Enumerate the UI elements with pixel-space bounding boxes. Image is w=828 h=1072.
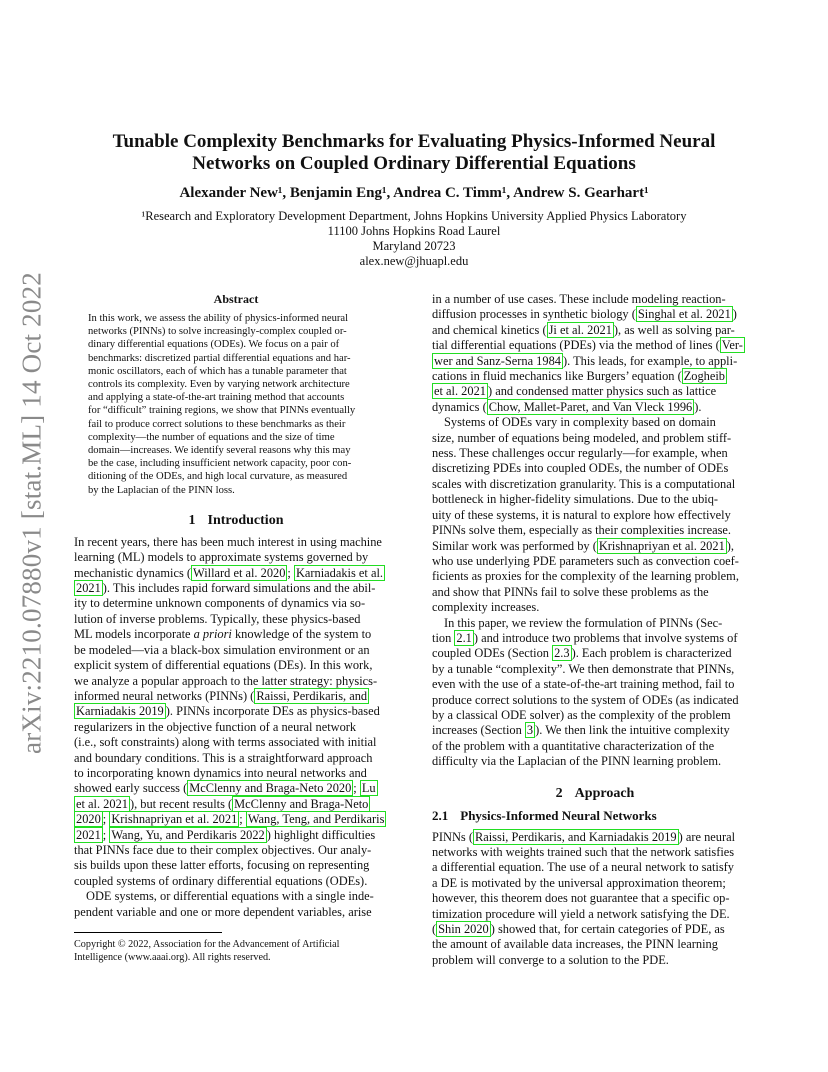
text-line: 2020 ; Krishnapriyan et al. 2021 ; Wang, Teng, and Perdikaris [76,812,385,827]
text-line: networks with weights trained such that the network satisfies [432,845,735,859]
citation-link[interactable]: Krishnapriyan et al. 2021 [598,538,725,553]
text-line: monic oscillators, each of which has a tunable parameter that [88,365,347,377]
citation-link[interactable]: Zogheib [683,369,725,384]
text-line: by a classical ODE solver) as the complexity of the problem [432,707,731,722]
text-line: coupled ODEs (Section 2.3 ). Each problem is characterized [432,646,732,661]
citation-link[interactable]: Ji et al. 2021 [548,322,612,337]
text-line: uity of these systems, it is natural to explore how effectively [432,507,731,522]
text-line: learning (ML) models to approximate systems governed by [74,550,369,565]
citation-link[interactable]: McClenny and Braga-Neto [234,796,369,811]
citation-link[interactable]: Raissi, Perdikaris, and Karniadakis 2019 [474,829,677,844]
text-line: cations in fluid mechanics like Burgers’ equation ( Zogheib [432,369,725,384]
intro-paragraph-1 [74,535,398,889]
text-line: (i.e., soft constraints) along with terms associated with initial [74,735,377,750]
section-heading-introduction: 1 Introduction [188,512,284,528]
text-line: and show that PINNs fail to solve these problems as the [432,584,709,599]
author-email: alex.new@jhuapl.edu [359,254,469,268]
text-line: for “difficult” training regions, we show that PINNs eventually [88,405,356,417]
text-line: ( Shin 2020 ) showed that, for certain categories of PDE, as [432,922,725,937]
subsection-heading-pinns: 2.1 Physics-Informed Neural Networks [432,807,657,823]
text-line: domain—increases. We identify several reasons why this may [88,445,351,457]
intro-paragraph-2 [74,889,398,920]
text-line: be the case, including insufficient network capacity, poor con- [88,458,352,470]
text-line: ness. These challenges occur regularly—for example, when [432,446,728,461]
text-line: difficulty via the Laplacian of the PINN learning problem. [432,754,722,769]
text-line: sis builds upon these latter efforts, focusing on representing [74,858,370,873]
text-line: tion 2.1 ) and introduce two problems that involve systems of [432,630,738,645]
text-line: Copyright © 2022, Association for the Advancement of Artificial [74,939,340,950]
citation-link[interactable]: Krishnapriyan et al. 2021 [111,812,238,827]
citation-link[interactable]: McClenny and Braga-Neto 2020 [189,781,352,796]
text-line: In this paper, we review the formulation of PINNs (Sec- [444,615,723,630]
text-line: PINNs solve them, especially as their complexities increase. [432,523,732,538]
text-line: showed early success ( McClenny and Braga-Neto 2020 ; Lu [74,781,376,796]
text-line: however, this theorem does not guarantee that a specific op- [432,891,730,906]
text-line: tial differential equations (PDEs) via the method of lines ( Ver- [432,338,743,353]
text-line: complexity increases. [432,600,540,615]
text-line: and applying a state-of-the-art training method that accounts [88,392,345,404]
text-line: coupled systems of ordinary differential equations (ODEs). [74,873,368,888]
text-line: who use underlying PDE parameters such as convection coef- [432,553,739,568]
citation-link[interactable]: et al. 2021 [76,796,128,811]
text-line: PINNs ( Raissi, Perdikaris, and Karniadakis 2019 ) are neural [432,829,736,844]
intro-paragraph-3 [432,292,758,415]
text-line: to incorporating known dynamics into neural networks and [74,765,367,780]
text-line: even with the use of a state-of-the-art training method, fail to [432,677,735,692]
citation-link[interactable]: 2.3 [554,646,570,661]
citation-link[interactable]: Ver- [721,338,743,353]
text-line: fail to produce correct solutions to these benchmarks as their [88,418,346,430]
citation-link[interactable]: 3 [526,723,534,738]
text-line: of the problem with a quantitative characterization of the [432,738,715,753]
citation-link[interactable]: Karniadakis 2019 [76,704,164,719]
text-line: pendent variable and one or more dependent variables, arise [74,904,372,919]
text-line: we analyze a popular approach to the latter strategy: physics- [74,673,378,688]
text-line: ML models incorporate a priori knowledge of the system to [74,627,372,642]
text-line: increases (Section 3 ). We then link the intuitive complexity [432,723,730,738]
text-line: timization procedure will yield a network satisfying the DE. [432,906,730,921]
text-line: mechanistic dynamics ( Willard et al. 2020 ; Karniadakis et al. [74,565,383,580]
text-line: Systems of ODEs vary in complexity based on domain [444,415,716,430]
text-line: explicit system of differential equations (DEs). In this work, [74,658,373,673]
copyright-notice [74,938,398,964]
text-line: informed neural networks (PINNs) ( Raissi, Perdikaris, and [74,688,368,703]
text-line: by the Laplacian of the PINN loss. [88,484,235,496]
citation-link[interactable]: Shin 2020 [438,922,489,937]
citation-link[interactable]: et al. 2021 [434,384,486,399]
text-line: benchmarks: discretized partial differential equations and har- [88,352,351,364]
text-line: Intelligence (www.aaai.org). All rights reserved. [74,952,271,963]
text-line: bottleneck in higher-fidelity simulations. Due to the ubiq- [432,492,719,507]
citation-link[interactable]: Raissi, Perdikaris, and [256,688,368,703]
abstract-heading: Abstract [213,292,259,306]
text-line: ODE systems, or differential equations with a single inde- [86,889,374,904]
intro-paragraph-5 [432,616,758,770]
text-line: controls its complexity. Even by varying network architecture [88,379,350,391]
citation-link[interactable]: Lu [361,781,376,796]
intro-paragraph-4 [432,415,758,615]
citation-link[interactable]: wer and Sanz-Serna 1984 [434,353,561,368]
text-line: ficients as proxies for the complexity of the learning problem, [432,569,739,584]
footnote-divider [74,932,222,933]
citation-link[interactable]: 2020 [76,812,101,827]
text-line: complexity—the number of equations and the size of time [88,431,335,443]
emphasis: a priori [193,627,232,642]
text-line: networks (PINNs) to solve increasingly-complex coupled or- [88,326,347,338]
text-line: 2021 ; Wang, Yu, and Perdikaris 2022 ) highlight difficulties [76,827,376,842]
text-line: In this work, we assess the ability of physics-informed neural [88,313,349,324]
text-line: ity to determine unknown components of dynamics via so- [74,596,366,611]
text-line: dynamics ( Chow, Mallet-Paret, and Van Vleck 1996 ). [432,399,702,414]
text-line: wer and Sanz-Serna 1984 ). This leads, for example, to appli- [434,353,738,368]
affiliation: ¹Research and Exploratory Development Department, Johns Hopkins University Applied Physics Laboratory 11100 Johns Hopkins Road Laurel Maryland 20723 alex.new@jhuapl.edu [74,209,754,269]
citation-link[interactable]: Willard et al. 2020 [193,565,286,580]
text-line: the amount of available data increases, the PINN learning [432,937,718,952]
text-line: produce correct solutions to the system of ODEs (as indicated [432,692,739,707]
text-line: a differential equation. The use of a neural network to satisfy [432,860,734,875]
author-list: Alexander New¹, Benjamin Eng¹, Andrea C. Timm¹, Andrew S. Gearhart¹ [179,185,649,201]
citation-link[interactable]: 2021 [76,827,101,842]
text-line: and boundary conditions. This is a straightforward approach [74,750,373,765]
text-line: dinary differential equations (ODEs). We focus on a pair of [88,339,340,351]
abstract-body [88,312,384,497]
text-line: regularizers in the objective function of a neural network [74,719,357,734]
text-line: et al. 2021 ), but recent results ( McClenny and Braga-Neto [76,796,369,811]
left-column [74,292,398,964]
text-line: size, number of equations being modeled, and problem stiff- [432,430,732,445]
text-line: that PINNs face due to their complex objectives. Our analy- [74,842,372,857]
text-line: lution of inverse problems. Typically, these physics-based [74,611,361,626]
paper-title: Tunable Complexity Benchmarks for Evaluating Physics-Informed Neural Networks on Coupled Ordinary Differential Equations [112,131,716,174]
text-line: Karniadakis 2019 ). PINNs incorporate DEs as physics-based [76,704,380,719]
citation-link[interactable]: Singhal et al. 2021 [637,307,731,322]
citation-link[interactable]: Wang, Teng, and Perdikaris [247,812,385,827]
text-line: discretizing PDEs into coupled ODEs, the number of ODEs [432,461,729,476]
citation-link[interactable]: 2021 [76,581,101,596]
citation-link[interactable]: Wang, Yu, and Perdikaris 2022 [111,827,265,842]
text-line: In recent years, there has been much interest in using machine [74,534,382,549]
text-line: et al. 2021 ) and condensed matter physics such as lattice [434,384,717,399]
approach-paragraph-1 [432,830,758,969]
citation-link[interactable]: Karniadakis et al. [295,565,383,580]
text-line: ditioning of the ODEs, and high local curvature, as measured [88,471,348,483]
text-line: a DE is motivated by the universal approximation theorem; [432,875,726,890]
text-line: scales with discretization granularity. This is a computational [432,476,736,491]
text-line: 2021 ). This includes rapid forward simulations and the abil- [76,581,376,596]
text-line: Similar work was performed by ( Krishnapriyan et al. 2021 ), [432,538,735,553]
text-line: diffusion processes in synthetic biology ( Singhal et al. 2021 ) [432,307,737,322]
text-line: in a number of use cases. These include modeling reaction- [432,292,726,306]
text-line: be modeled—via a black-box simulation environment or an [74,642,370,657]
right-column [432,292,758,968]
text-line: by a tunable “complexity”. We then demonstrate that PINNs, [432,661,735,676]
section-heading-approach: 2 Approach [555,785,635,801]
arxiv-stamp: arXiv:2210.07880v1 [stat.ML] 14 Oct 2022 [16,272,47,754]
citation-link[interactable]: 2.1 [456,630,472,645]
text-line: problem will converge to a solution to the PDE. [432,952,669,967]
text-line: and chemical kinetics ( Ji et al. 2021 ), as well as solving par- [432,322,735,337]
citation-link[interactable]: Chow, Mallet-Paret, and Van Vleck 1996 [488,399,693,414]
